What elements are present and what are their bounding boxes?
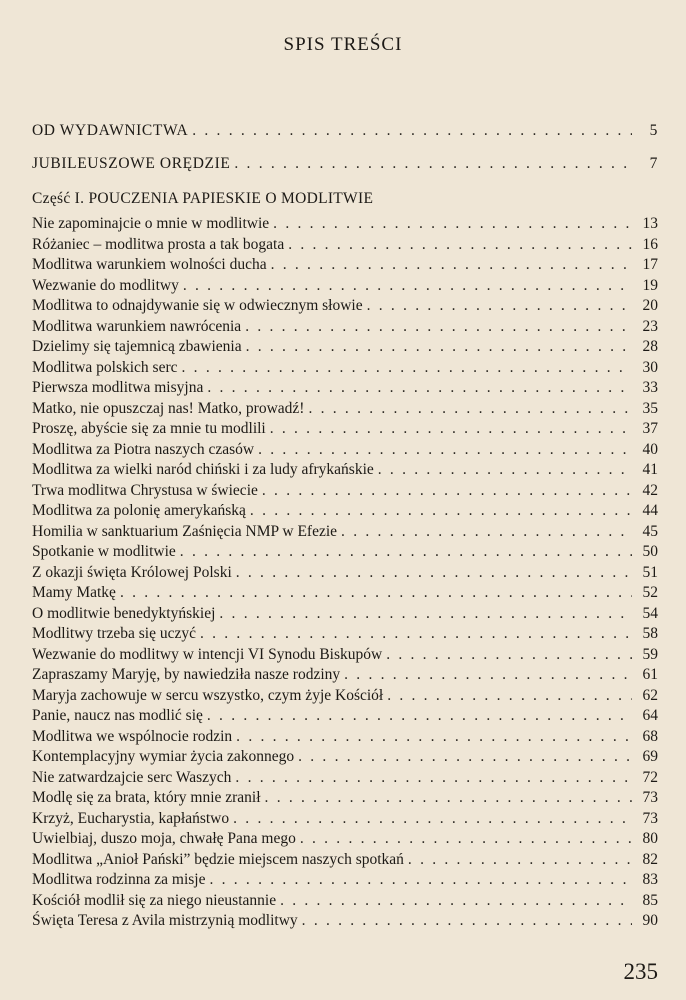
toc-entry-title: Kościół modlił się za niego nieustannie	[32, 891, 277, 909]
toc-entry-page: 80	[642, 830, 658, 847]
toc-entry-page: 33	[642, 379, 658, 396]
dot-leader	[236, 727, 632, 748]
toc-entry-title: Uwielbiaj, duszo moja, chwałę Pana mego	[32, 830, 296, 847]
toc-entry-title: Modlitwa za Piotra naszych czasów	[32, 440, 255, 458]
dot-leader	[200, 624, 632, 645]
toc-entry-page: 7	[649, 155, 658, 172]
toc-entry-page: 37	[642, 420, 658, 437]
toc-entry-page: 44	[642, 502, 658, 519]
toc-entry	[32, 563, 658, 584]
toc-entry	[32, 378, 658, 399]
dot-leader	[182, 358, 632, 379]
toc-entry	[32, 235, 658, 256]
dot-leader	[271, 255, 632, 276]
dot-leader	[308, 399, 632, 420]
toc-entry-page: 28	[642, 338, 658, 355]
dot-leader	[120, 583, 632, 604]
dot-leader	[298, 747, 632, 768]
toc-entry-title: Dzielimy się tajemnicą zbawienia	[32, 338, 242, 355]
toc-entry-title: Kontemplacyjny wymiar życia zakonnego	[32, 748, 295, 765]
toc-entry-title: OD WYDAWNICTWA	[32, 122, 189, 139]
dot-leader	[207, 706, 632, 727]
toc-entry	[32, 624, 658, 645]
toc-entry-page: 64	[642, 707, 658, 724]
toc-entry	[32, 501, 658, 522]
toc-entry-page: 73	[642, 789, 658, 806]
toc-entry-title: Modlitwa polskich serc	[32, 358, 178, 376]
part-title: POUCZENIA PAPIESKIE O MODLITWIE	[88, 190, 374, 207]
part-heading	[32, 189, 373, 209]
dot-leader	[234, 152, 632, 176]
dot-leader	[233, 809, 632, 830]
toc-entry	[32, 317, 658, 338]
dot-leader	[387, 686, 632, 707]
toc-entry-title: Spotkanie w modlitwie	[32, 543, 176, 560]
toc-entry-page: 20	[642, 297, 658, 314]
toc-entry	[32, 788, 658, 809]
toc-entry-title: Modlitwa „Anioł Pański” będzie miejscem naszych spotkań	[32, 850, 404, 868]
toc-entry	[32, 604, 658, 625]
toc-entry-title: Modlitwa warunkiem nawrócenia	[32, 317, 242, 335]
toc-entry	[32, 768, 658, 789]
toc-entry-title: Modlitwa to odnajdywanie się w odwiecznym słowie	[32, 297, 363, 314]
toc-entry-page: 59	[642, 645, 658, 663]
toc-entry-title: Modlitwa za wielki naród chiński i za ludy afrykańskie	[32, 461, 374, 478]
part-label: Część I.	[32, 190, 85, 207]
toc-entry	[32, 891, 658, 912]
dot-leader	[207, 378, 632, 399]
dot-leader	[245, 317, 632, 338]
toc-entry	[32, 829, 658, 850]
dot-leader	[219, 604, 632, 625]
toc-entry-title: Modlitwa warunkiem wolności ducha	[32, 256, 267, 273]
toc-entry-page: 23	[642, 317, 658, 335]
toc-entry	[32, 542, 658, 563]
toc-entry	[32, 481, 658, 502]
toc-entry-page: 40	[642, 440, 658, 458]
toc-entry-main	[32, 119, 658, 143]
dot-leader	[288, 235, 632, 256]
toc-entry-title: Maryja zachowuje w sercu wszystko, czym żyje Kościół	[32, 686, 384, 704]
dot-leader	[246, 337, 632, 358]
toc-entry	[32, 440, 658, 461]
dot-leader	[250, 501, 632, 522]
toc-entry-page: 13	[642, 215, 658, 232]
toc-entry-title: Proszę, abyście się za mnie tu modlili	[32, 420, 266, 437]
toc-entry	[32, 809, 658, 830]
toc-entry	[32, 276, 658, 297]
toc-entry-page: 5	[649, 122, 658, 139]
toc-entry-page: 83	[642, 871, 658, 888]
toc-entry-page: 54	[642, 604, 658, 622]
dot-leader	[344, 665, 632, 686]
dot-leader	[192, 119, 632, 143]
toc-entry-title: Mamy Matkę	[32, 584, 116, 601]
dot-leader	[367, 296, 632, 317]
toc-entry	[32, 706, 658, 727]
toc-entry-title: Z okazji święta Królowej Polski	[32, 563, 232, 581]
toc-entry-title: Matko, nie opuszczaj nas! Matko, prowadź!	[32, 399, 305, 417]
toc-entry-title: Modlitwa za polonię amerykańską	[32, 502, 246, 519]
dot-leader	[270, 419, 632, 440]
toc-entry-page: 58	[642, 625, 658, 642]
toc-entry-page: 30	[642, 358, 658, 376]
toc-entry-page: 50	[642, 543, 658, 560]
dot-leader	[300, 829, 632, 850]
toc-entry	[32, 747, 658, 768]
toc-entry-page: 73	[642, 809, 658, 827]
toc-entry-page: 42	[642, 481, 658, 499]
toc-entry-title: Modlitwa rodzinna za misje	[32, 871, 206, 888]
dot-leader	[209, 870, 632, 891]
toc-entry-title: Nie zatwardzajcie serc Waszych	[32, 768, 232, 786]
dot-leader	[386, 645, 632, 666]
toc-entry	[32, 583, 658, 604]
toc-entry-title: Święta Teresa z Avila mistrzynią modlitwy	[32, 912, 298, 929]
toc-entry-title: Homilia w sanktuarium Zaśnięcia NMP w Efezie	[32, 522, 338, 540]
dot-leader	[265, 788, 632, 809]
toc-entry	[32, 850, 658, 871]
toc-entry	[32, 522, 658, 543]
toc-entry-page: 17	[642, 256, 658, 273]
toc-entry	[32, 665, 658, 686]
toc-entry-title: Pierwsza modlitwa misyjna	[32, 379, 204, 396]
toc-entry	[32, 460, 658, 481]
toc-entry-list	[32, 214, 658, 932]
dot-leader	[408, 850, 632, 871]
toc-entry	[32, 645, 658, 666]
toc-entry-title: Wezwanie do modlitwy	[32, 276, 179, 294]
toc-entry-page: 62	[642, 686, 658, 704]
toc-entry	[32, 337, 658, 358]
toc-entry-page: 19	[642, 276, 658, 294]
dot-leader	[280, 891, 632, 912]
toc-entry-title: O modlitwie benedyktyńskiej	[32, 604, 216, 622]
toc-entry-title: Krzyż, Eucharystia, kapłaństwo	[32, 809, 230, 827]
dot-leader	[258, 440, 632, 461]
toc-entry	[32, 296, 658, 317]
toc-entry-page: 69	[642, 748, 658, 765]
toc-entry-page: 41	[642, 461, 658, 478]
toc-entry-title: Panie, naucz nas modlić się	[32, 707, 203, 724]
toc-entry-page: 61	[642, 666, 658, 683]
toc-entry	[32, 358, 658, 379]
toc-entry-title: Nie zapominajcie o mnie w modlitwie	[32, 215, 270, 232]
dot-leader	[183, 276, 632, 297]
toc-entry-page: 45	[642, 522, 658, 540]
toc-entry-page: 51	[642, 563, 658, 581]
dot-leader	[341, 522, 632, 543]
dot-leader	[378, 460, 632, 481]
toc-entry-page: 16	[642, 235, 658, 253]
toc-entry	[32, 870, 658, 891]
toc-entry-title: Wezwanie do modlitwy w intencji VI Synodu Biskupów	[32, 645, 383, 663]
toc-entry	[32, 686, 658, 707]
toc-entry-page: 85	[642, 891, 658, 909]
toc-entry-title: Różaniec – modlitwa prosta a tak bogata	[32, 235, 285, 253]
toc-entry-main	[32, 152, 658, 176]
dot-leader	[273, 214, 632, 235]
toc-entry-page: 72	[642, 768, 658, 786]
toc-entry-title: Modlitwy trzeba się uczyć	[32, 625, 196, 642]
toc-entry	[32, 214, 658, 235]
dot-leader	[235, 768, 632, 789]
page-title: SPIS TREŚCI	[283, 34, 403, 55]
toc-entry-page: 35	[642, 399, 658, 417]
toc-entry	[32, 255, 658, 276]
toc-entry	[32, 419, 658, 440]
dot-leader	[180, 542, 632, 563]
page-number: 235	[623, 959, 658, 984]
dot-leader	[262, 481, 632, 502]
toc-entry	[32, 727, 658, 748]
toc-entry-title: Modlę się za brata, który mnie zranił	[32, 789, 261, 806]
toc-entry-title: Modlitwa we wspólnocie rodzin	[32, 727, 233, 745]
toc-entry	[32, 399, 658, 420]
toc-entry-page: 52	[642, 584, 658, 601]
toc-entry-page: 68	[642, 727, 658, 745]
toc-entry-page: 82	[642, 850, 658, 868]
toc-entry	[32, 911, 658, 932]
toc-entry-page: 90	[642, 912, 658, 929]
toc-entry-title: Trwa modlitwa Chrystusa w świecie	[32, 481, 258, 499]
toc-entry-title: Zapraszamy Maryję, by nawiedziła nasze rodziny	[32, 666, 341, 683]
dot-leader	[302, 911, 632, 932]
toc-entry-title: JUBILEUSZOWE ORĘDZIE	[32, 155, 231, 172]
dot-leader	[236, 563, 632, 584]
